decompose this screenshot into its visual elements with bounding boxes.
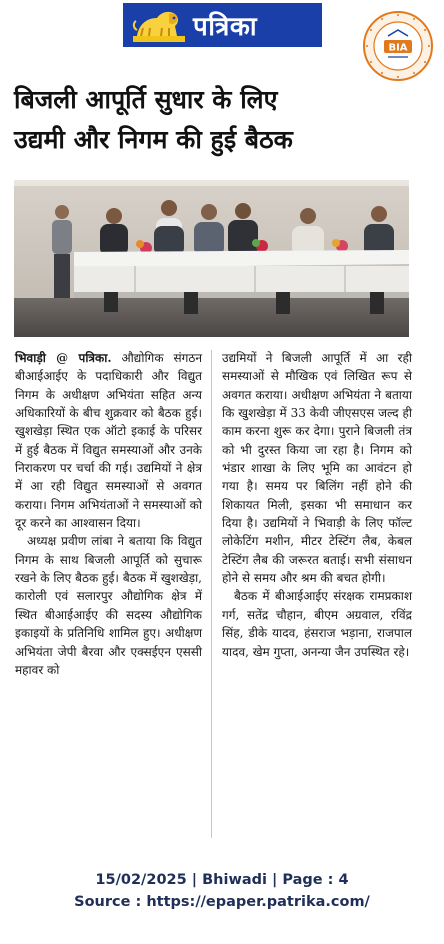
column-divider — [211, 350, 212, 838]
article-paragraph: बैठक में बीआईआईए संरक्षक रामप्रकाश गर्ग, सतेंद्र चौहान, बीएम अग्रवाल, रविंद्र सिंह, डीके यादव, हंसराज भड़ाना, राजपाल यादव, खेम गुप्ता, अनन्या जैन उपस्थित रहे। — [222, 589, 412, 659]
article-headline — [14, 80, 374, 160]
source-link[interactable]: Source : https://epaper.patrika.com/ — [74, 894, 370, 910]
article-paragraph — [15, 349, 202, 532]
svg-text:BIA: BIA — [388, 42, 408, 54]
meeting-photo — [14, 180, 409, 337]
lion-emblem-icon — [131, 6, 187, 44]
article-dateline: भिवाड़ी @ पत्रिका. — [15, 351, 112, 365]
article-column-right — [222, 349, 412, 661]
article-paragraph-text: औद्योगिक संगठन बीआईआईए के पदाधिकारी और विद्युत निगम के अधीक्षण अभियंता सहित अन्य अधिकारियों के बीच शुक्रवार को बैठक हुई। खुशखेड़ा स्थित एक ऑटो इकाई के परिसर में हुई बैठक में विद्युत समस्याओं और उनके निराकरण पर चर्चा की गई। उद्यमियों ने क्षेत्र में आ रही विद्युत समस्याओं से अवगत कराया। निगम अभियंताओं ने समस्याओं को दूर करने का आश्वासन दिया। — [15, 351, 202, 531]
bhiwadi-industrial-association-seal-icon — [362, 10, 434, 82]
headline-line-2: उद्यमी और निगम की हुई बैठक — [14, 125, 293, 154]
newspaper-masthead — [123, 3, 322, 47]
article-column-left — [15, 349, 202, 679]
article-paragraph: अध्यक्ष प्रवीण लांबा ने बताया कि विद्युत निगम के साथ बिजली आपूर्ति को सुचारू रखने के लिए बैठक हुई। बैठक में खुशखेड़ा, कारोली एवं सलारपुर औद्योगिक क्षेत्र में स्थित बीआईआईए की सदस्य औद्योगिक इकाइयों के प्रतिनिधि शामिल हुए। अधीक्षण अभियंता जेपी बैरवा और एक्सईएन एससी महावर को — [15, 534, 202, 677]
masthead-title: पत्रिका — [193, 12, 258, 42]
article-paragraph: उद्यमियों ने बिजली आपूर्ति में आ रही समस्याओं से मौखिक एवं लिखित रूप से अवगत कराया। अधीक्षण अभियंता ने बताया कि खुशखेड़ा में 33 केवी जीएसएस जल्द ही काम करना शुरू कर देगा। पुराने बिजली तंत्र को भी दुरस्त किया जा रहा है। निगम को भंडार शाखा के लिए भूमि का आवंटन हो गया है। समय पर बिलिंग नहीं होने की शिकायत मिली, इसका भी समाधान कर दिया है। उद्यमियों ने भिवाड़ी के लिए फॉल्ट लोकेटिंग मशीन, मीटर टेस्टिंग लैब, केबल टेस्टिंग लैब की जरूरत बताई। सभी संसाधन होने से समय और श्रम की बचत होगी। — [222, 351, 412, 586]
edition-info: 15/02/2025 | Bhiwadi | Page : 4 — [95, 872, 349, 888]
headline-line-1: बिजली आपूर्ति सुधार के लिए — [14, 85, 278, 114]
